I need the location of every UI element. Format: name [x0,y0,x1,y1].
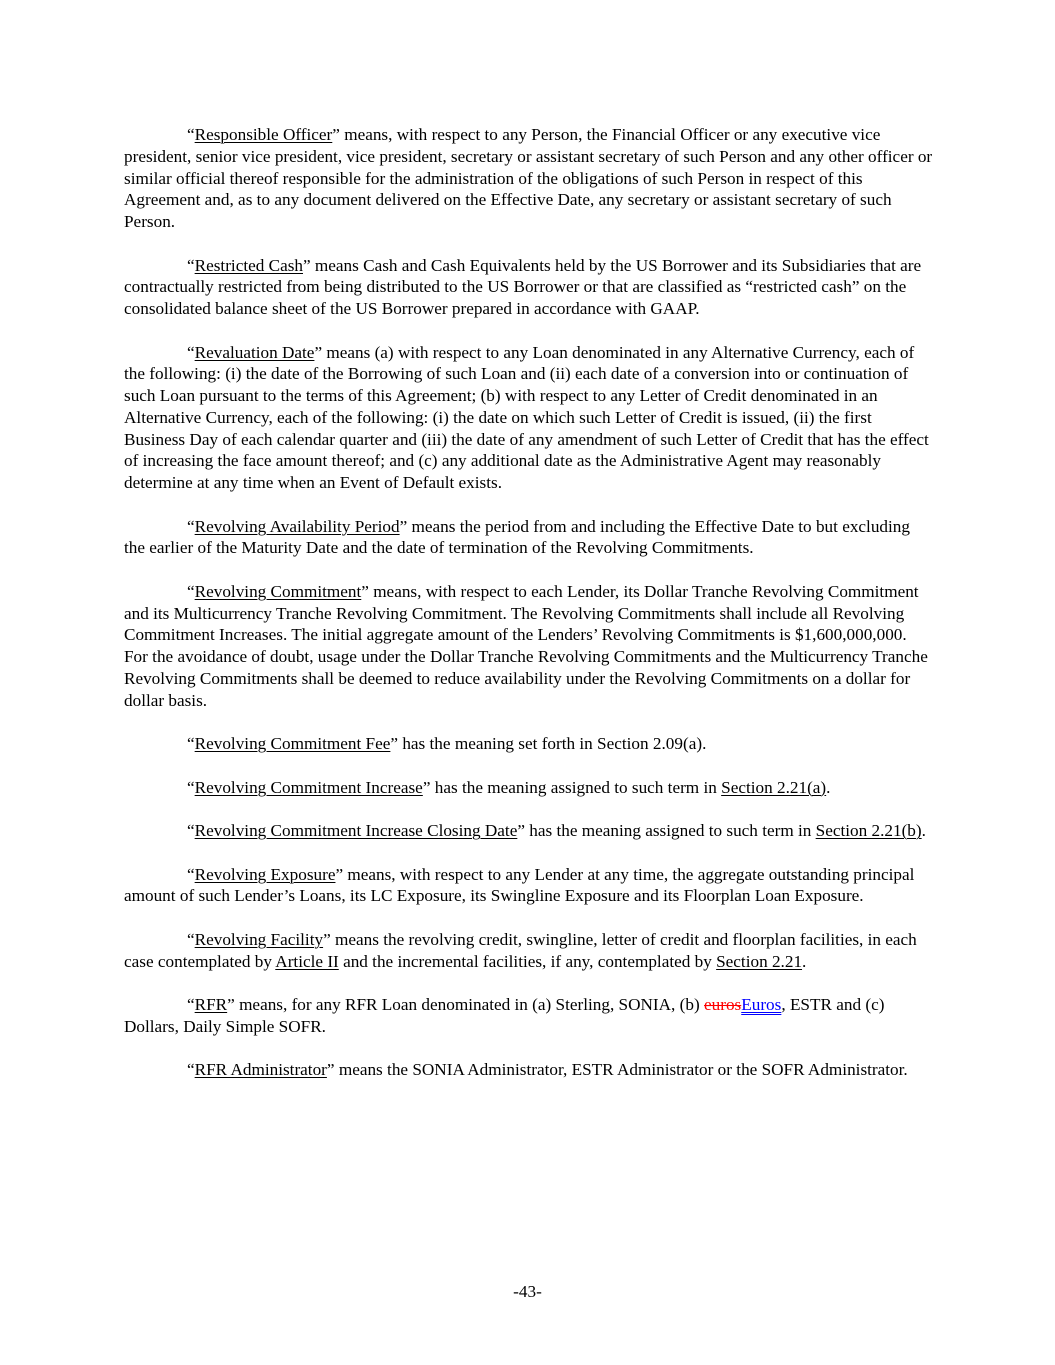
defined-term: Restricted Cash [194,255,303,275]
defined-term: Responsible Officer [194,125,333,144]
defined-term: Revolving Facility [194,929,324,949]
definition-text: ” means, for any RFR Loan denominated in (a) Sterling, SONIA, (b) [227,995,704,1014]
definition-restricted-cash [124,255,934,320]
defined-term: Revolving Exposure [194,864,336,884]
open-quote: “ [187,516,195,536]
definition-text: ” means the SONIA Administrator, ESTR Administrator or the SOFR Administrator. [326,1060,908,1080]
definition-text: ” means (a) with respect to any Loan denominated in any Alternative Currency, each of the following: (i) the date of the Borrowing of such Loan and (ii) each date of a conversion into or continuation of such Loan pursuant to the terms of this Agreement; (b) with respect to any Letter of Credit denominated in an Alternative Currency, each of the following: (i) the date on which such Letter of Credit is issued, (ii) the first Business Day of each calendar quarter and (iii) the date of any amendment of such Letter of Credit that has the effect of increasing the face amount thereof; and (c) any additional date as the Administrative Agent may reasonably determine at any time when an Event of Default exists. [124,342,929,492]
deleted-text: euros [704,995,742,1014]
section-reference: Section 2.21(b) [815,821,922,840]
definition-tail: . [802,951,807,971]
inserted-text: Euros [741,995,782,1014]
definition-revolving-commitment [124,581,934,712]
definition-responsible-officer [124,124,934,233]
definition-revolving-commitment-fee [124,733,934,755]
definition-revolving-commitment-increase [124,777,934,799]
definition-revolving-facility [124,929,934,973]
open-quote: “ [187,821,195,840]
open-quote: “ [187,125,195,144]
definition-text-middle: and the incremental facilities, if any, contemplated by [338,951,717,971]
open-quote: “ [187,581,195,601]
definition-text: ” means, with respect to any Lender at any time, the aggregate outstanding principal amount of such Lender’s Loans, its LC Exposure, its Swingline Exposure and its Floorplan Loan Exposure. [124,864,915,906]
defined-term: RFR [194,995,228,1014]
definition-tail: . [826,777,831,797]
defined-term: Revaluation Date [194,342,315,362]
open-quote: “ [187,864,195,884]
page-number: -43- [513,1282,542,1301]
open-quote: “ [187,929,195,949]
definition-text: ” has the meaning set forth in Section 2.09(a). [390,734,707,753]
definition-revolving-exposure [124,864,934,908]
definition-text: ” has the meaning assigned to such term in [422,777,722,797]
definition-text: ” means, with respect to each Lender, its Dollar Tranche Revolving Commitment and its Multicurrency Tranche Revolving Commitment. The Revolving Commitments shall include all Revolving Commitment Increases. The initial aggregate amount of the Lenders’ Revolving Commitments is $1,600,000,000. For the avoidance of doubt, usage under the Dollar Tranche Revolving Commitments and the Multicurrency Tranche Revolving Commitments shall be deemed to reduce availability under the Revolving Commitments on a dollar for dollar basis. [124,581,928,710]
defined-term: Revolving Commitment Increase [194,777,423,797]
definition-revaluation-date [124,342,934,494]
article-reference: Article II [275,951,339,971]
definition-rfr-administrator [124,1059,934,1081]
definition-text: ” means Cash and Cash Equivalents held by the US Borrower and its Subsidiaries that are contractually restricted from being distributed to the US Borrower or that are classified as “restricted cash” on the consolidated balance sheet of the US Borrower prepared in accordance with GAAP. [124,255,922,318]
definition-tail: . [921,821,926,840]
defined-term: Revolving Commitment Fee [194,734,391,753]
defined-term: Revolving Availability Period [194,516,400,536]
open-quote: “ [187,1060,195,1080]
document-page [124,124,934,1103]
definition-text: ” has the meaning assigned to such term in [517,821,816,840]
open-quote: “ [187,995,195,1014]
section-reference: Section 2.21(a) [721,777,827,797]
defined-term: RFR Administrator [194,1060,327,1080]
defined-term: Revolving Commitment [194,581,362,601]
definition-text: ” means, with respect to any Person, the Financial Officer or any executive vice president, senior vice president, vice president, secretary or assistant secretary of such Person and any other officer or similar official thereof responsible for the administration of the obligations of such Person in respect of this Agreement and, as to any document delivered on the Effective Date, any secretary or assistant secretary of such Person. [124,125,933,231]
open-quote: “ [187,342,195,362]
definition-revolving-availability-period [124,516,934,560]
open-quote: “ [187,255,195,275]
defined-term: Revolving Commitment Increase Closing Date [194,821,518,840]
section-reference: Section 2.21 [716,951,803,971]
definition-revolving-commitment-increase-closing-date [124,820,934,842]
definition-rfr [124,994,934,1038]
definition-text: ” means the revolving credit, swingline, letter of credit and floorplan facilities, in each case contemplated by [124,929,917,971]
definition-tail: , ESTR and (c) Dollars, Daily Simple SOFR. [124,995,885,1036]
open-quote: “ [187,734,195,753]
open-quote: “ [187,777,195,797]
definition-text: ” means the period from and including the Effective Date to but excluding the earlier of the Maturity Date and the date of termination of the Revolving Commitments. [124,516,910,558]
